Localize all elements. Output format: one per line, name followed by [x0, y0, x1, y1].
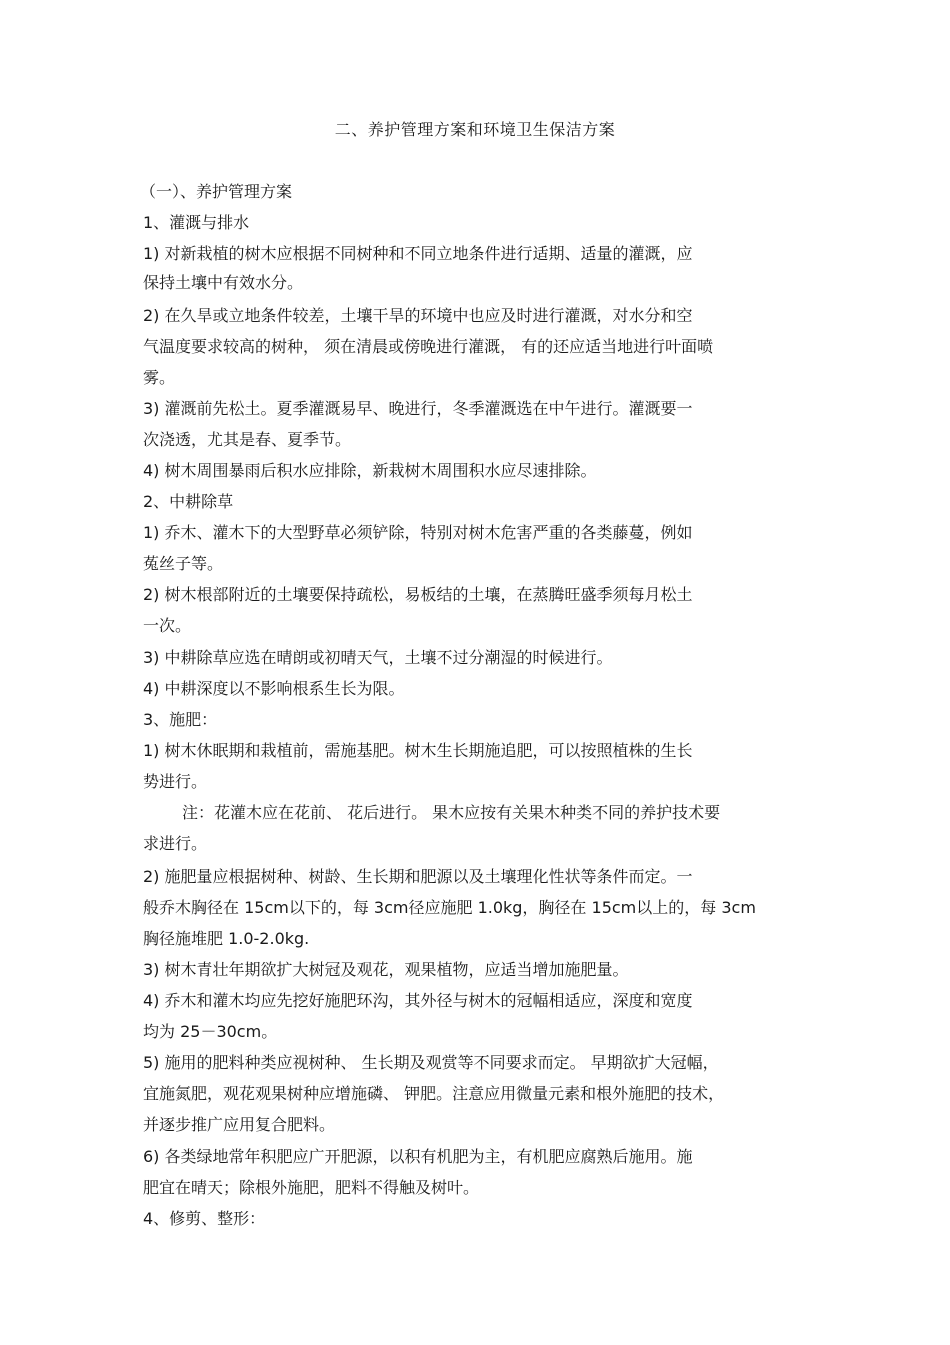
paragraph-line: 一次。: [143, 616, 192, 635]
subsection-heading: 4、修剪、整形：: [143, 1209, 266, 1228]
paragraph-line: 般乔木胸径在 15cm以下的，每 3cm径应施肥 1.0kg，胸径在 15cm以上的，每 3cm: [143, 898, 756, 917]
paragraph-line: 1) 对新栽植的树木应根据不同树种和不同立地条件进行适期、适量的灌溉，应: [143, 244, 693, 263]
paragraph-line: 3) 灌溉前先松土。夏季灌溉易早、晚进行，冬季灌溉选在中午进行。灌溉要一: [143, 399, 693, 418]
paragraph-line: 雾。: [143, 368, 176, 387]
paragraph-line: 2) 在久旱或立地条件较差，土壤干旱的环境中也应及时进行灌溉，对水分和空: [143, 306, 693, 325]
paragraph-line: 并逐步推广应用复合肥料。: [143, 1115, 336, 1134]
paragraph-line: 求进行。: [143, 834, 208, 853]
paragraph-line: 2) 施肥量应根据树种、树龄、生长期和肥源以及土壤理化性状等条件而定。一: [143, 867, 693, 886]
subsection-heading: 3、施肥：: [143, 710, 218, 729]
paragraph-line: 6) 各类绿地常年积肥应广开肥源，以积有机肥为主，有机肥应腐熟后施用。施: [143, 1147, 693, 1166]
paragraph-line: 4) 中耕深度以不影响根系生长为限。: [143, 679, 405, 698]
paragraph-line: 胸径施堆肥 1.0-2.0kg.: [143, 929, 310, 948]
paragraph-line: 4) 乔木和灌木均应先挖好施肥环沟，其外径与树木的冠幅相适应，深度和宽度: [143, 991, 693, 1010]
note-line: 注：花灌木应在花前、 花后进行。 果木应按有关果木种类不同的养护技术要: [182, 803, 721, 822]
paragraph-line: 4) 树木周围暴雨后积水应排除，新栽树木周围积水应尽速排除。: [143, 461, 597, 480]
paragraph-line: 3) 树木青壮年期欲扩大树冠及观花，观果植物，应适当增加施肥量。: [143, 960, 629, 979]
paragraph-line: 保持土壤中有效水分。: [143, 273, 304, 292]
section-heading: （一）、养护管理方案: [140, 182, 293, 201]
paragraph-line: 势进行。: [143, 772, 208, 791]
paragraph-line: 宜施氮肥，观花观果树种应增施磷、 钾肥。注意应用微量元素和根外施肥的技术，: [143, 1084, 725, 1103]
document-title: 二、养护管理方案和环境卫生保洁方案: [334, 120, 616, 139]
paragraph-line: 气温度要求较高的树种， 须在清晨或傍晚进行灌溉， 有的还应适当地进行叶面喷: [143, 337, 714, 356]
paragraph-line: 1) 乔木、灌木下的大型野草必须铲除，特别对树木危害严重的各类藤蔓，例如: [143, 523, 693, 542]
paragraph-line: 菟丝子等。: [143, 554, 224, 573]
paragraph-line: 3) 中耕除草应选在晴朗或初晴天气，土壤不过分潮湿的时候进行。: [143, 648, 613, 667]
paragraph-line: 均为 25－30cm。: [143, 1022, 278, 1041]
paragraph-line: 2) 树木根部附近的土壤要保持疏松，易板结的土壤，在蒸腾旺盛季须每月松土: [143, 585, 693, 604]
subsection-heading: 2、中耕除草: [143, 492, 234, 511]
paragraph-line: 1) 树木休眠期和栽植前，需施基肥。树木生长期施追肥，可以按照植株的生长: [143, 741, 693, 760]
paragraph-line: 5) 施用的肥料种类应视树种、 生长期及观赏等不同要求而定。 早期欲扩大冠幅，: [143, 1053, 719, 1072]
paragraph-line: 肥宜在晴天；除根外施肥，肥料不得触及树叶。: [143, 1178, 480, 1197]
subsection-heading: 1、灌溉与排水: [143, 213, 250, 232]
paragraph-line: 次浇透，尤其是春、夏季节。: [143, 430, 352, 449]
